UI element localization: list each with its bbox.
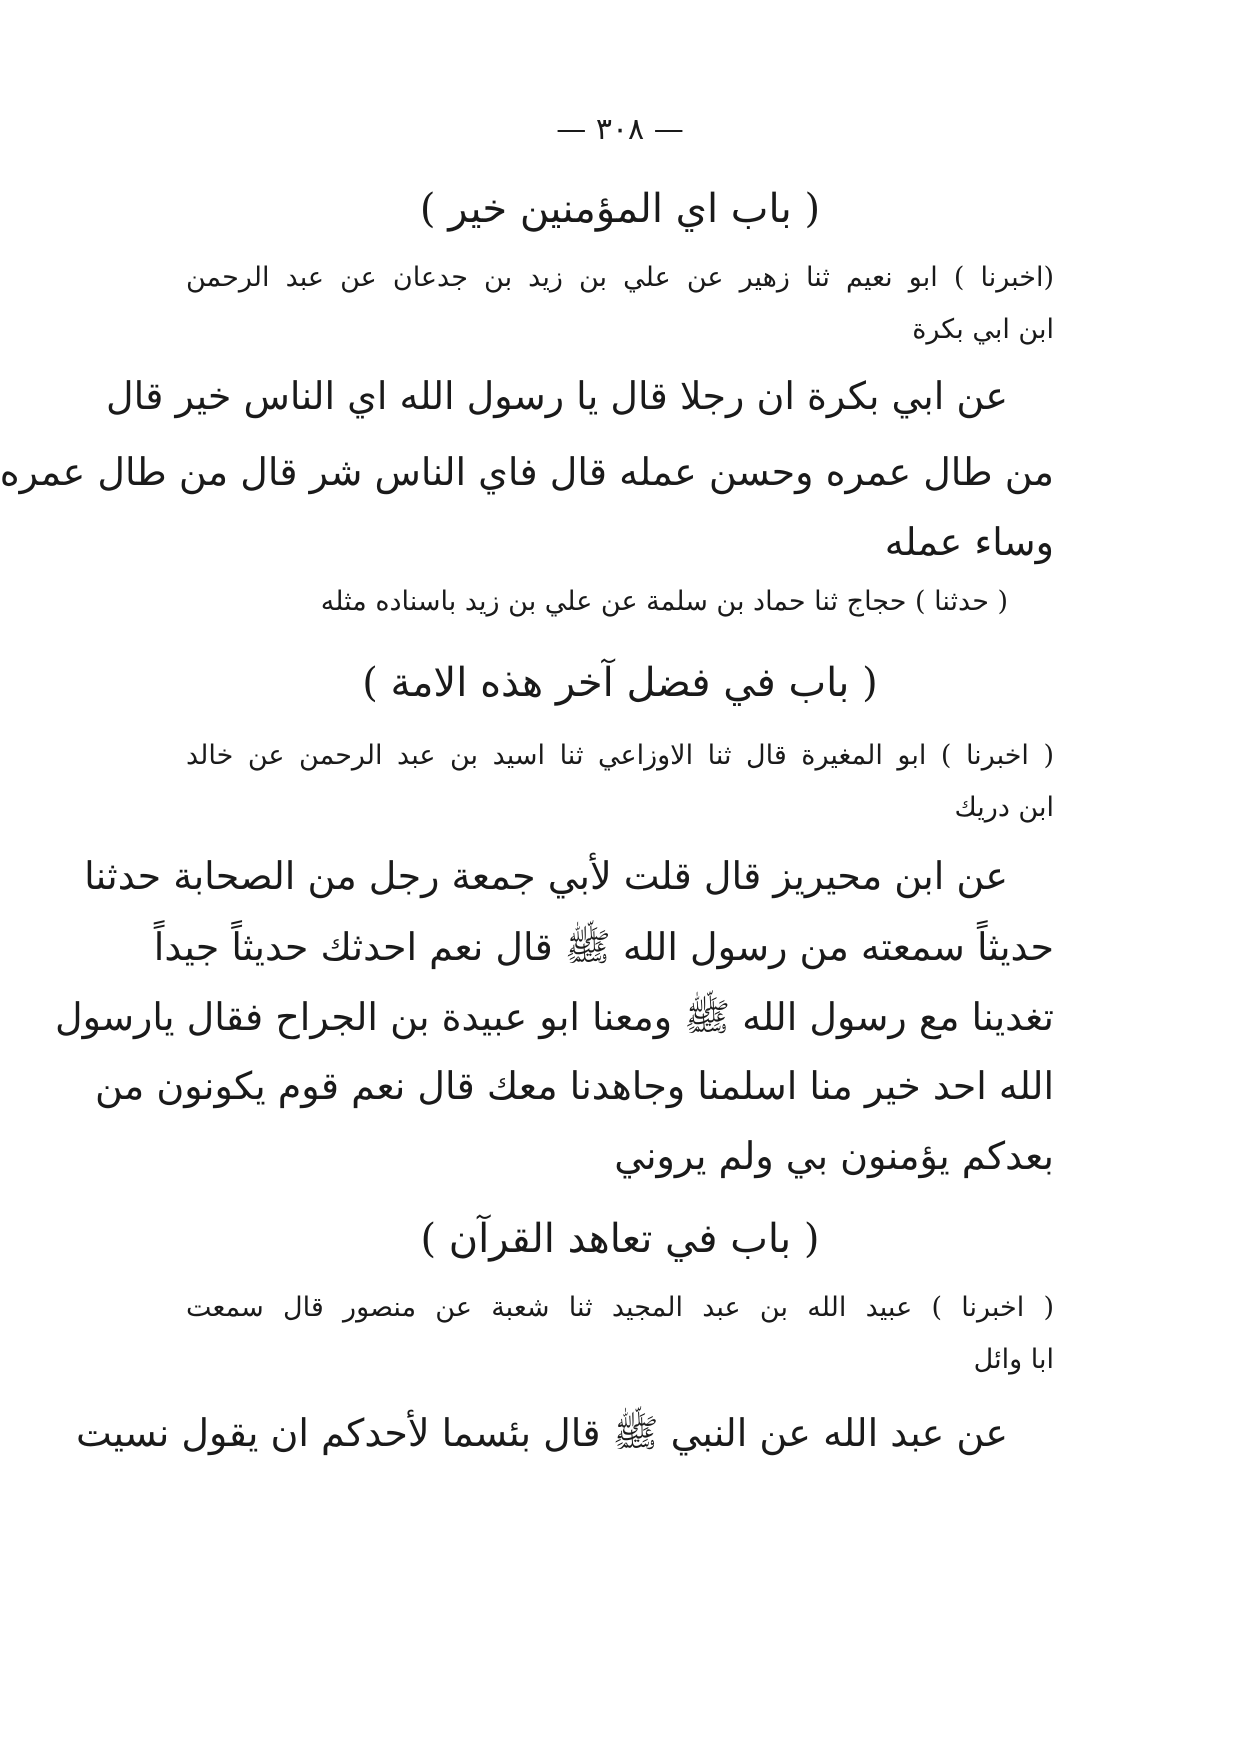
hadith-text-line: عن عبد الله عن النبي ﷺ قال بئسما لأحدكم ان يقول نسيت — [76, 1411, 1008, 1455]
chapter-title: ( باب في فضل آخر هذه الامة ) — [362, 660, 878, 706]
chain-note: ( حدثنا ) حجاج ثنا حماد بن سلمة عن علي بن زيد باسناده مثله — [320, 586, 1008, 617]
hadith-text-line: من طال عمره وحسن عمله قال فاي الناس شر قال من طال عمره — [0, 450, 1054, 494]
sanad-line: (اخبرنا ) ابو نعيم ثنا زهير عن علي بن زيد بن جدعان عن عبد الرحمن — [186, 262, 1054, 293]
sanad-line: ( اخبرنا ) عبيد الله بن عبد المجيد ثنا شعبة عن منصور قال سمعت — [186, 1292, 1054, 1323]
hadith-text-line: تغدينا مع رسول الله ﷺ ومعنا ابو عبيدة بن الجراح فقال يارسول — [54, 995, 1054, 1039]
sanad-line: ( اخبرنا ) ابو المغيرة قال ثنا الاوزاعي ثنا اسيد بن عبد الرحمن عن خالد — [186, 740, 1054, 771]
chapter-title: ( باب اي المؤمنين خير ) — [419, 186, 821, 232]
sanad-line: ابن دريك — [954, 792, 1054, 823]
hadith-text-line: عن ابي بكرة ان رجلا قال يا رسول الله اي الناس خير قال — [106, 374, 1008, 418]
page-number: — ٣٠٨ — — [556, 112, 684, 147]
sanad-line: ابا وائل — [973, 1344, 1054, 1375]
chapter-title: ( باب في تعاهد القرآن ) — [420, 1216, 820, 1262]
hadith-text-line: الله احد خير منا اسلمنا وجاهدنا معك قال نعم قوم يكونون من — [95, 1064, 1054, 1108]
hadith-text-line: بعدكم يؤمنون بي ولم يروني — [614, 1134, 1054, 1178]
hadith-text-line: عن ابن محيريز قال قلت لأبي جمعة رجل من الصحابة حدثنا — [84, 854, 1008, 898]
sanad-line: ابن ابي بكرة — [912, 314, 1054, 345]
hadith-text-line: حديثاً سمعته من رسول الله ﷺ قال نعم احدثك حديثاً جيداً — [153, 925, 1054, 969]
hadith-text-line: وساء عمله — [884, 520, 1054, 564]
